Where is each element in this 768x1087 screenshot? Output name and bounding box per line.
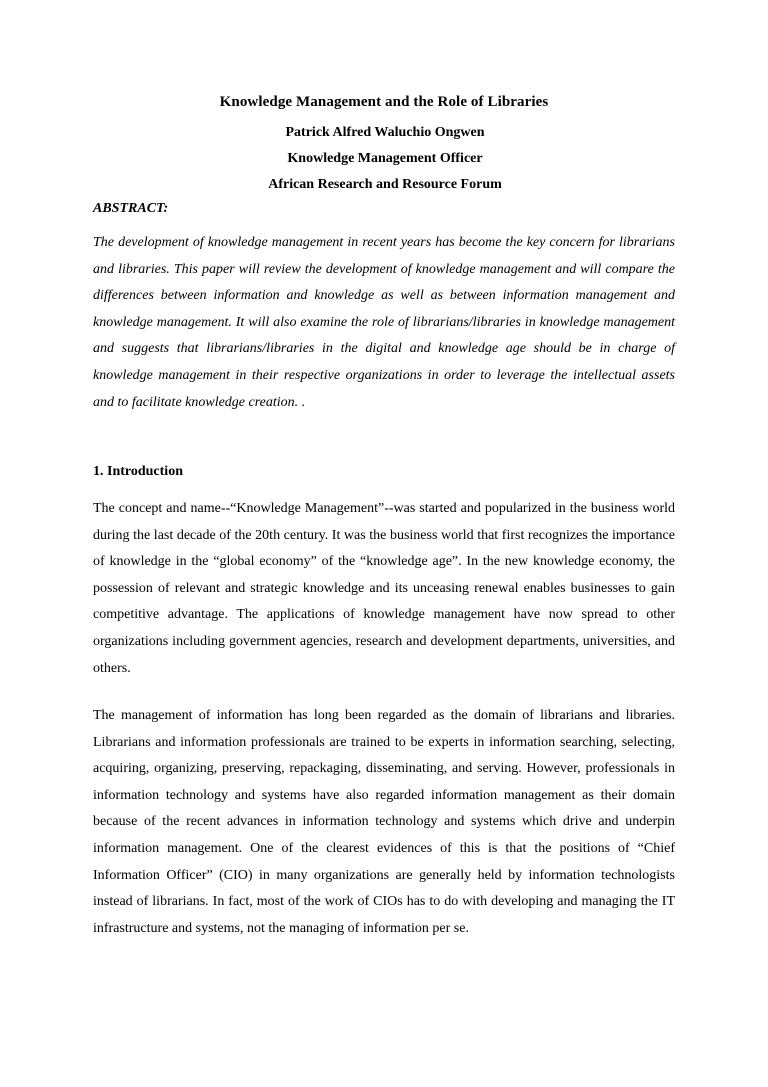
abstract-heading: ABSTRACT: <box>93 201 169 216</box>
introduction-paragraph-1: The concept and name--“Knowledge Management”--was started and popularized in the business world during the last decade of the 20th century. It was the business world that first recognizes the importance of knowledge in the “global economy” of the “knowledge age”. In the new knowledge economy, the possession of relevant and strategic knowledge and its unceasing renewal enables businesses to gain competitive advantage. The applications of knowledge management have now spread to other organizations including government agencies, research and development departments, universities, and others. <box>93 501 675 676</box>
author-organization: African Research and Resource Forum <box>268 177 502 192</box>
section-heading-introduction: 1. Introduction <box>93 464 183 479</box>
introduction-paragraph-2: The management of information has long been regarded as the domain of librarians and libraries. Librarians and information professionals are trained to be experts in information searching, selecting, acquiring, organizing, preserving, repackaging, disseminating, and serving. However, professionals in information technology and systems have also regarded information management as their domain because of the recent advances in information technology and systems which drive and underpin information management. One of the clearest evidences of this is that the positions of “Chief Information Officer” (CIO) in many organizations are generally held by information technologists instead of librarians. In fact, most of the work of CIOs has to do with developing and managing the IT infrastructure and systems, not the managing of information per se. <box>93 708 675 936</box>
abstract-text: The development of knowledge management in recent years has become the key concern for librarians and libraries. This paper will review the development of knowledge management and will compare the differences between information and knowledge as well as between information management and knowledge management. It will also examine the role of librarians/libraries in knowledge management and suggests that librarians/libraries in the digital and knowledge age should be in charge of knowledge management in their respective organizations in order to leverage the intellectual assets and to facilitate knowledge creation. . <box>93 235 675 410</box>
paper-title: Knowledge Management and the Role of Libraries <box>219 94 549 110</box>
author-role: Knowledge Management Officer <box>287 151 483 166</box>
author-name: Patrick Alfred Waluchio Ongwen <box>285 125 485 140</box>
